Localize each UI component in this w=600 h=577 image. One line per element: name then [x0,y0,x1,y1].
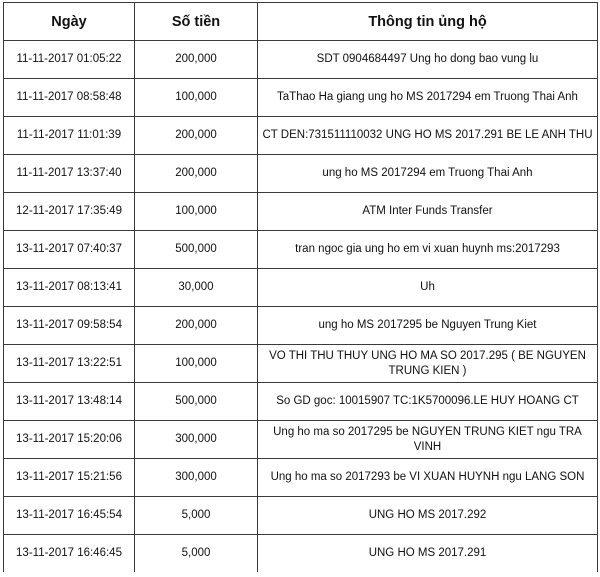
table-row [4,269,598,307]
amount-cell: 300,000 [135,459,258,497]
info-cell: ung ho MS 2017295 be Nguyen Trung Kiet [258,307,598,345]
table-row [4,155,598,193]
info-cell: CT DEN:731511110032 UNG HO MS 2017.291 BE LE ANH THU [258,117,598,155]
table-row [4,193,598,231]
date-column-header: Ngày [4,3,135,41]
date-cell: 11-11-2017 01:05:22 [4,41,135,79]
amount-cell: 30,000 [135,269,258,307]
date-cell: 13-11-2017 15:20:06 [4,421,135,459]
amount-cell: 300,000 [135,421,258,459]
date-cell: 13-11-2017 15:21:56 [4,459,135,497]
table-row [4,41,598,79]
info-cell: TaThao Ha giang ung ho MS 2017294 em Truong Thai Anh [258,79,598,117]
date-cell: 11-11-2017 08:58:48 [4,79,135,117]
table-row [4,307,598,345]
table-row [4,459,598,497]
info-cell: Uh [258,269,598,307]
header-row [4,3,598,41]
amount-cell: 5,000 [135,535,258,573]
date-cell: 11-11-2017 11:01:39 [4,117,135,155]
info-cell: So GD goc: 10015907 TC:1K5700096.LE HUY HOANG CT [258,383,598,421]
amount-cell: 200,000 [135,155,258,193]
table-row [4,79,598,117]
date-cell: 13-11-2017 08:13:41 [4,269,135,307]
table-row [4,497,598,535]
date-cell: 13-11-2017 13:22:51 [4,345,135,383]
date-cell: 13-11-2017 09:58:54 [4,307,135,345]
amount-cell: 100,000 [135,345,258,383]
info-cell: Ung ho ma so 2017293 be VI XUAN HUYNH ngu LANG SON [258,459,598,497]
info-cell: UNG HO MS 2017.292 [258,497,598,535]
amount-cell: 100,000 [135,193,258,231]
amount-cell: 5,000 [135,497,258,535]
info-cell: SDT 0904684497 Ung ho dong bao vung lu [258,41,598,79]
table-row [4,117,598,155]
info-cell: VO THI THU THUY UNG HO MA SO 2017.295 ( BE NGUYEN TRUNG KIEN ) [258,345,598,383]
amount-cell: 500,000 [135,231,258,269]
info-cell: tran ngoc gia ung ho em vi xuan huynh ms:2017293 [258,231,598,269]
info-cell: ATM Inter Funds Transfer [258,193,598,231]
amount-cell: 200,000 [135,117,258,155]
amount-cell: 500,000 [135,383,258,421]
info-cell: UNG HO MS 2017.291 [258,535,598,573]
donations-table [3,2,598,572]
date-cell: 12-11-2017 17:35:49 [4,193,135,231]
table-row [4,535,598,573]
table-row [4,231,598,269]
date-cell: 13-11-2017 16:46:45 [4,535,135,573]
date-cell: 13-11-2017 07:40:37 [4,231,135,269]
date-cell: 13-11-2017 13:48:14 [4,383,135,421]
table-row [4,421,598,459]
date-cell: 11-11-2017 13:37:40 [4,155,135,193]
info-cell: Ung ho ma so 2017295 be NGUYEN TRUNG KIET ngu TRA VINH [258,421,598,459]
amount-column-header: Số tiền [135,3,258,41]
amount-cell: 100,000 [135,79,258,117]
table-row [4,383,598,421]
table-row [4,345,598,383]
info-column-header: Thông tin ủng hộ [258,3,598,41]
info-cell: ung ho MS 2017294 em Truong Thai Anh [258,155,598,193]
amount-cell: 200,000 [135,307,258,345]
date-cell: 13-11-2017 16:45:54 [4,497,135,535]
amount-cell: 200,000 [135,41,258,79]
